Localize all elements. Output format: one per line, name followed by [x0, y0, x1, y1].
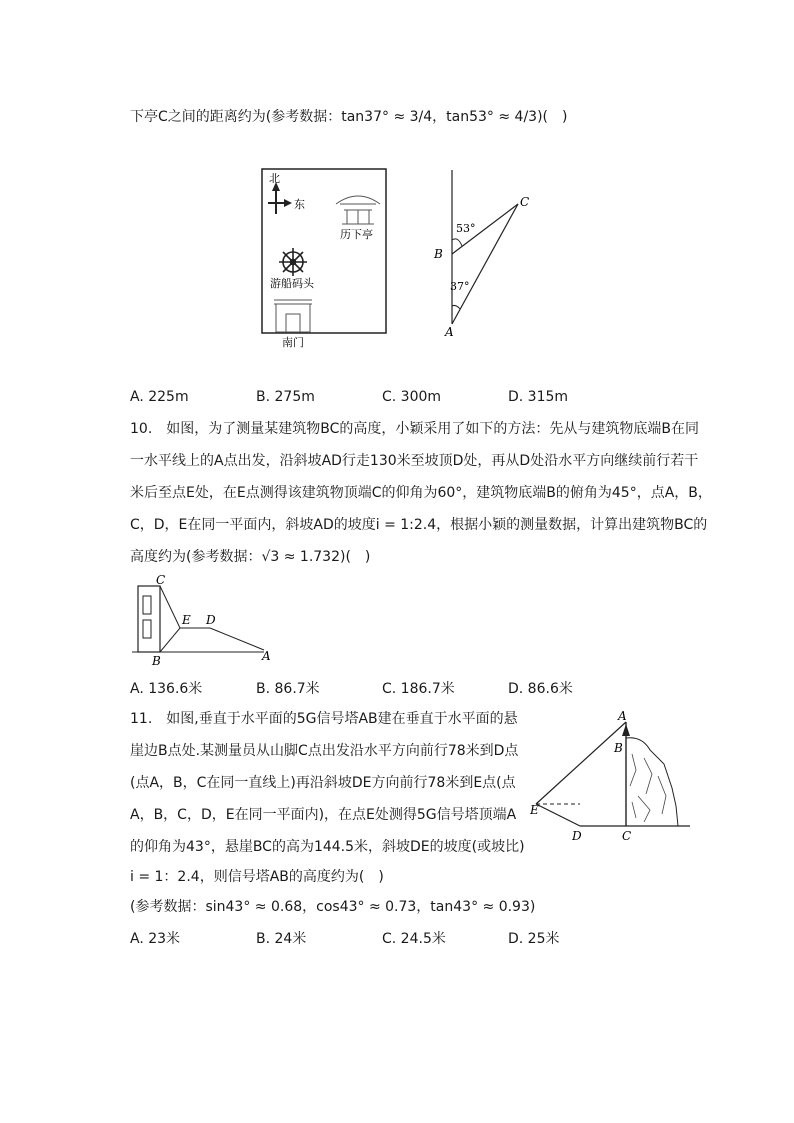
q11-line-3: (点A，B，C在同一直线上)再沿斜坡DE方向前行78米到E点(点 — [130, 775, 516, 791]
q11-label-D: D — [572, 829, 582, 843]
q10-option-d: D. 86.6米 — [508, 681, 573, 697]
label-C: C — [520, 195, 530, 209]
pavilion-icon — [336, 196, 380, 224]
q9-triangle-figure — [428, 166, 538, 342]
q11-line-4: A，B，C，D，E在同一平面内)，在点E处测得5G信号塔顶端A — [130, 807, 517, 823]
q10-line-5: 高度约为(参考数据：√3 ≈ 1.732)( ) — [130, 549, 371, 565]
gate-icon — [274, 300, 312, 332]
north-label: 北 — [269, 172, 280, 185]
q9-option-a: A. 225m — [130, 389, 189, 405]
q10-label-E: E — [182, 613, 191, 627]
pier-label: 游船码头 — [270, 277, 314, 290]
label-A: A — [445, 325, 454, 339]
q9-map-figure — [258, 166, 390, 352]
q11-line-5: 的仰角为43°，悬崖BC的高为144.5米，斜坡DE的坡度(或坡比) — [130, 839, 525, 855]
q11-label-B: B — [614, 741, 623, 755]
q11-option-c: C. 24.5米 — [382, 931, 446, 947]
q10-line-2: 一水平线上的A点出发，沿斜坡AD行走130米至坡顶D处，再从D处沿水平方向继续前行若干 — [130, 453, 699, 469]
q10-label-B: B — [152, 654, 161, 668]
q10-label-C: C — [156, 573, 166, 587]
q10-line-1: 10. 如图，为了测量某建筑物BC的高度，小颖采用了如下的方法：先从与建筑物底端B在同 — [130, 421, 700, 437]
angle-53: 53° — [456, 222, 476, 235]
q10-option-c: C. 186.7米 — [382, 681, 455, 697]
label-B: B — [434, 247, 443, 261]
east-label: 东 — [294, 198, 305, 211]
q9-stem-tail: 下亭C之间的距离约为(参考数据：tan37° ≈ 3/4，tan53° ≈ 4/3)( ) — [130, 109, 568, 125]
q10-line-4: C，D，E在同一平面内，斜坡AD的坡度i = 1:2.4，根据小颖的测量数据，计算出建筑物BC的 — [130, 517, 708, 533]
gate-label: 南门 — [282, 336, 304, 349]
q10-label-D: D — [206, 613, 216, 627]
cliff-hatching-icon — [630, 754, 666, 822]
q9-option-d: D. 315m — [508, 389, 569, 405]
q10-line-3: 米后至点E处，在E点测得该建筑物顶端C的仰角为60°，建筑物底端B的俯角为45°，点A，B， — [130, 485, 712, 501]
q10-option-b: B. 86.7米 — [256, 681, 320, 697]
q11-option-a: A. 23米 — [130, 931, 181, 947]
q11-label-E: E — [530, 803, 539, 817]
angle-37: 37° — [450, 280, 470, 293]
pavilion-label: 历下亭 — [340, 228, 373, 241]
q11-option-b: B. 24米 — [256, 931, 307, 947]
q10-option-a: A. 136.6米 — [130, 681, 203, 697]
q10-label-A: A — [262, 649, 271, 663]
q11-line-7: (参考数据：sin43° ≈ 0.68，cos43° ≈ 0.73，tan43° ≈ 0.93) — [130, 899, 536, 915]
q11-figure — [526, 710, 694, 848]
q11-line-1: 11. 如图,垂直于水平面的5G信号塔AB建在垂直于水平面的悬 — [130, 711, 518, 727]
q11-label-C: C — [622, 829, 632, 843]
q11-label-A: A — [618, 710, 627, 723]
q11-option-d: D. 25米 — [508, 931, 560, 947]
q9-option-c: C. 300m — [382, 389, 442, 405]
q11-line-2: 崖边B点处.某测量员从山脚C点出发沿水平方向前行78米到D点 — [130, 743, 519, 759]
q11-line-6: i = 1：2.4，则信号塔AB的高度约为( ) — [130, 869, 384, 885]
ship-wheel-icon — [279, 248, 307, 276]
q10-figure — [128, 572, 278, 668]
q9-option-b: B. 275m — [256, 389, 315, 405]
